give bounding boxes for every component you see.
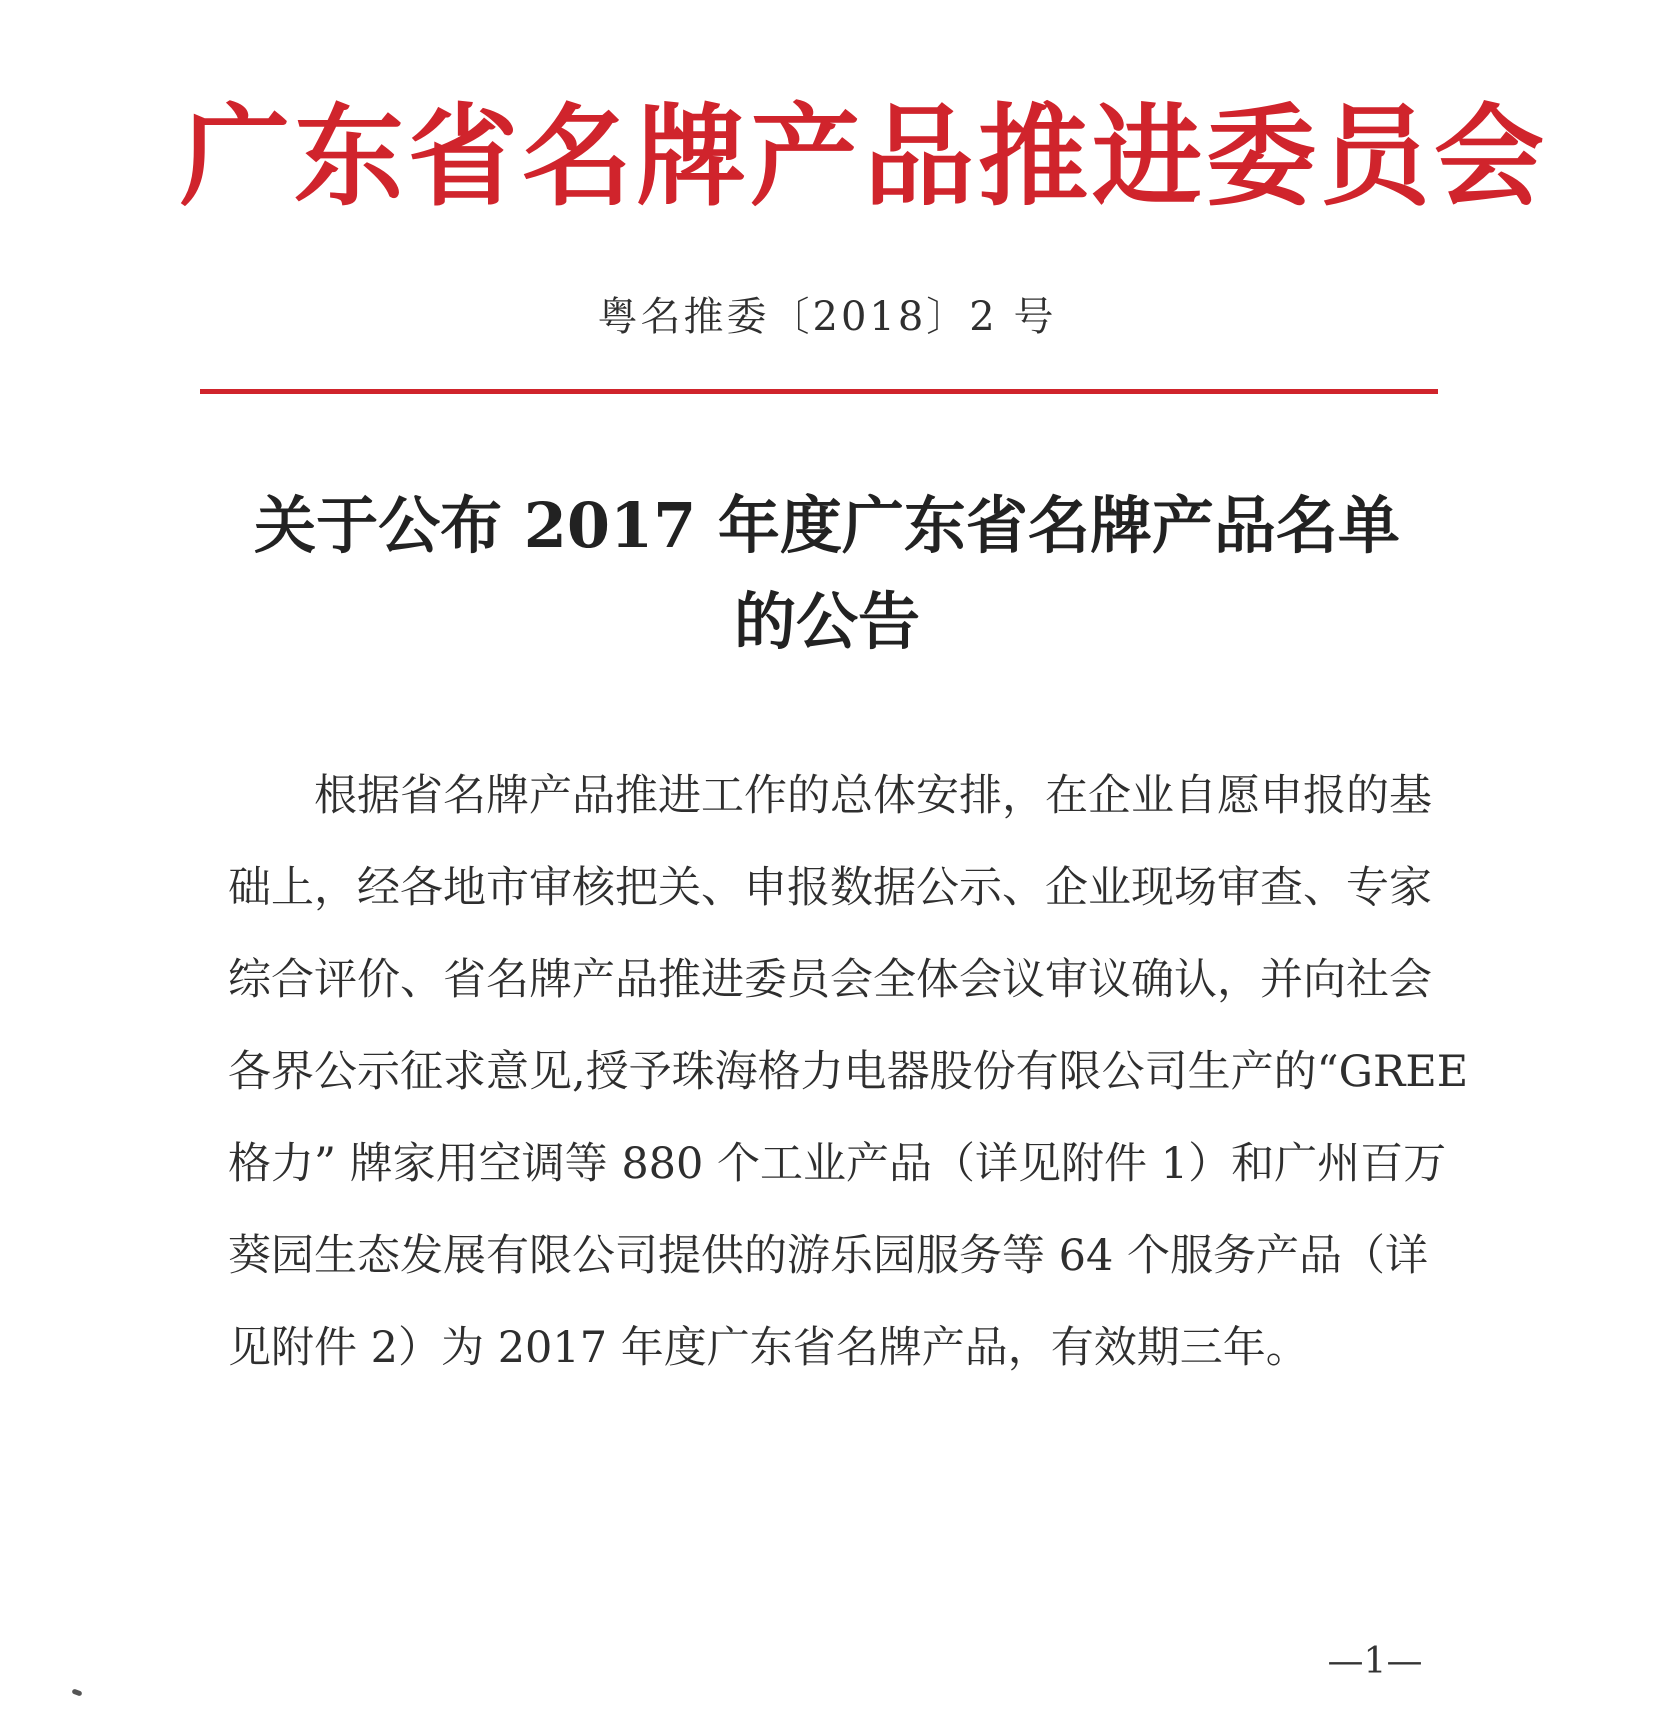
page-number: —1— — [1327, 1641, 1423, 1682]
body-line-2: 础上，经各地市审核把关、申报数据公示、企业现场审查、专家 — [228, 863, 1432, 913]
announcement-body — [228, 750, 1469, 1394]
announcement-title — [250, 478, 1404, 670]
body-line-7: 见附件 2）为 2017 年度广东省名牌产品，有效期三年。 — [228, 1323, 1309, 1373]
scan-speck — [71, 1688, 82, 1696]
title-line-2: 的公告 — [733, 585, 920, 658]
body-line-1: 根据省名牌产品推进工作的总体安排，在企业自愿申报的基 — [314, 771, 1432, 821]
document-number: 粤名推委〔2018〕2 号 — [597, 294, 1057, 340]
body-line-4: 各界公示征求意见,授予珠海格力电器股份有限公司生产的“GREE — [228, 1047, 1469, 1097]
body-line-5: 格力” 牌家用空调等 880 个工业产品（详见附件 1）和广州百万 — [228, 1139, 1447, 1189]
body-line-6: 葵园生态发展有限公司提供的游乐园服务等 64 个服务产品（详 — [228, 1231, 1429, 1281]
title-line-1: 关于公布 2017 年度广东省名牌产品名单 — [254, 489, 1400, 562]
body-line-3: 综合评价、省名牌产品推进委员会全体会议审议确认，并向社会 — [228, 955, 1432, 1005]
organization-header: 广东省名牌产品推进委员会 — [180, 92, 1548, 221]
red-divider-line — [200, 389, 1438, 394]
